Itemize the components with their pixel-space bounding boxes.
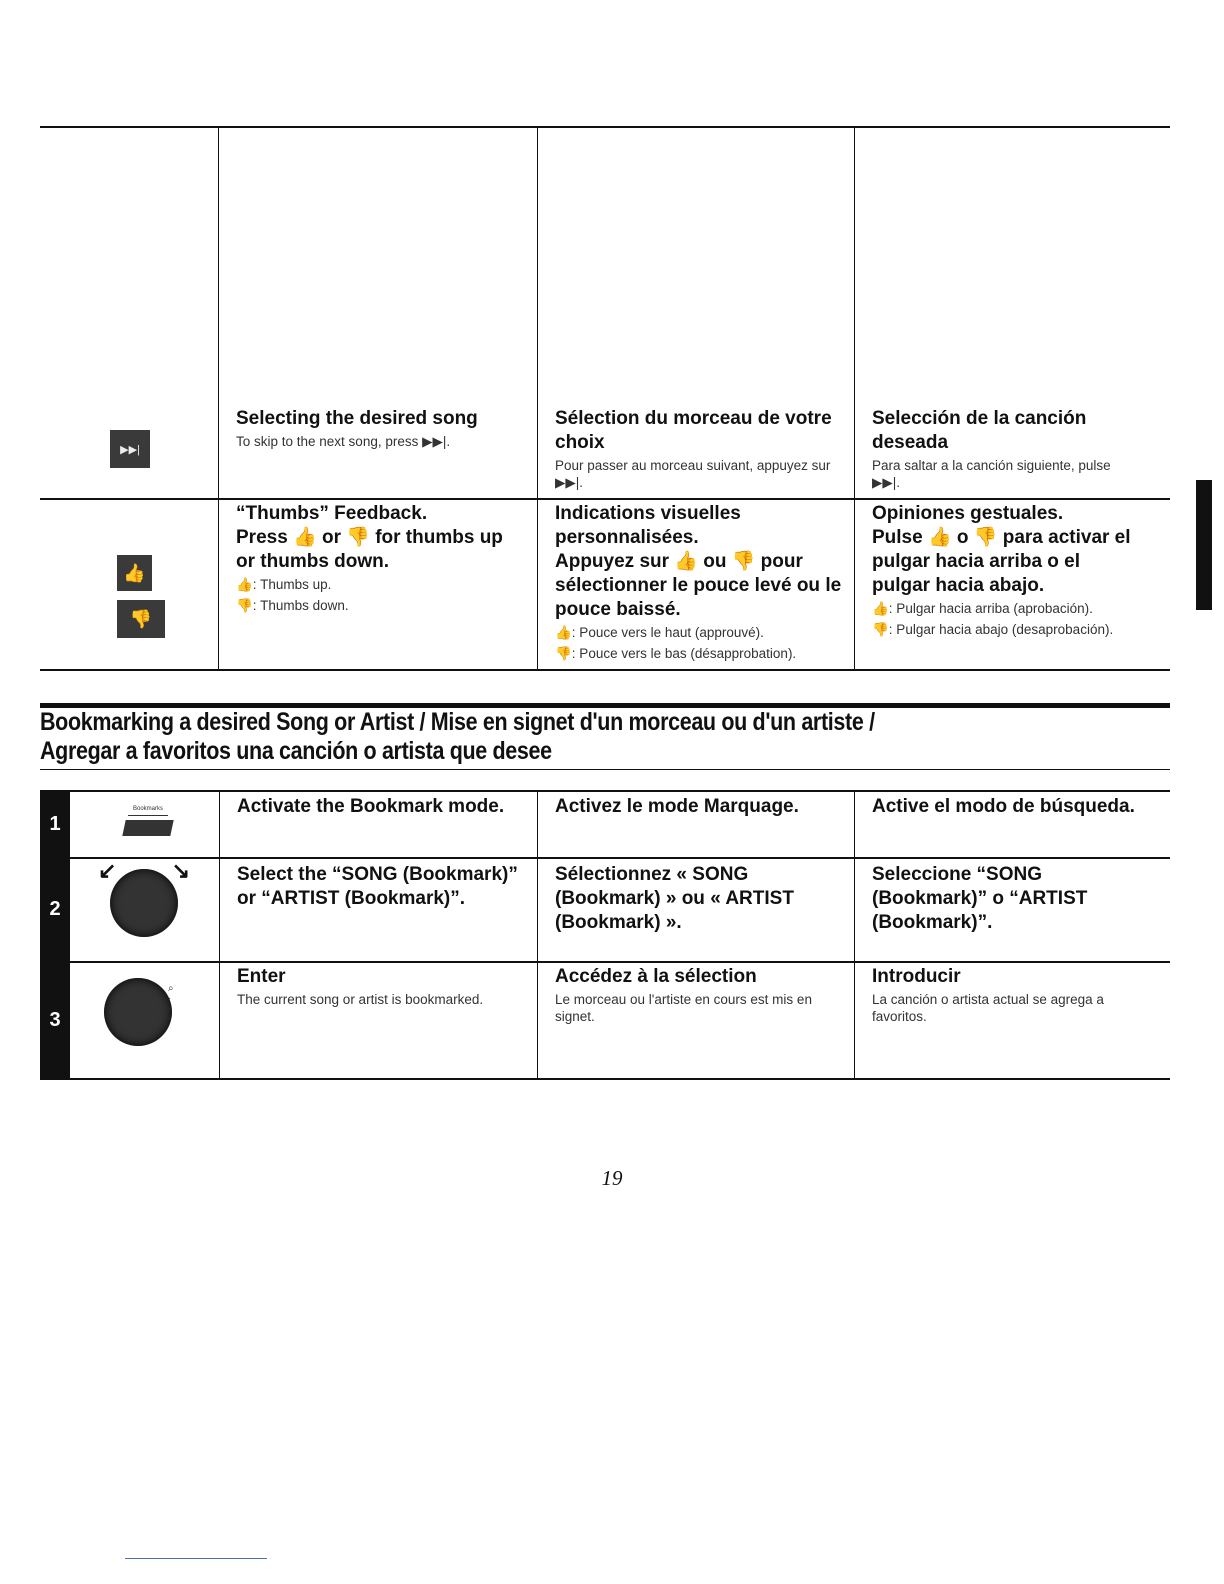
steps-table-col-divider-3 (854, 791, 855, 1079)
step-number-1: 1 (40, 791, 70, 857)
step3-es-desc: La canción o artista actual se agrega a favoritos. (872, 992, 1104, 1024)
row2-fr-down: 👎: Pouce vers le bas (désapprobation). (555, 646, 797, 661)
row2-fr-cell (537, 502, 854, 664)
row1-en-cell (218, 407, 537, 450)
step2-en-title: Select the “SONG (Bookmark)” or “ARTIST (Bookmark)”. (237, 864, 518, 909)
top-table-top-rule (40, 126, 1170, 128)
row2-en-down: 👎: Thumbs down. (236, 598, 349, 613)
step3-en-title: Enter (237, 966, 286, 987)
section-heading-line1: Bookmarking a desired Song or Artist / Mise en signet d'un morceau ou d'un artiste / (40, 708, 875, 736)
steps-table-divider-1 (40, 857, 1170, 859)
row2-es-down: 👎: Pulgar hacia abajo (desaprobación). (872, 622, 1114, 637)
row2-es-up: 👍: Pulgar hacia arriba (aprobación). (872, 601, 1093, 616)
steps-table-bottom-rule (40, 1078, 1170, 1080)
step1-en-cell (219, 795, 537, 819)
section-heading (40, 708, 1020, 766)
step3-en-cell (219, 965, 537, 1008)
footer-link-rule (125, 1558, 267, 1559)
row1-es-cell (854, 407, 1154, 491)
step1-fr-title: Activez le mode Marquage. (555, 796, 799, 817)
row1-en-desc: To skip to the next song, press ▶▶|. (236, 434, 451, 449)
row1-es-title: Selección de la canción deseada (872, 408, 1087, 453)
step1-es-title: Active el modo de búsqueda. (872, 796, 1135, 817)
step3-fr-cell (537, 965, 854, 1025)
step1-fr-cell (537, 795, 854, 819)
steps-table-top-rule (40, 790, 1170, 792)
row2-en-title: “Thumbs” Feedback. (236, 503, 428, 524)
row1-fr-title: Sélection du morceau de votre choix (555, 408, 832, 453)
step3-en-desc: The current song or artist is bookmarked. (237, 992, 484, 1007)
skip-next-button-icon: ▶▶| (110, 430, 150, 468)
step-number-2: 2 (40, 858, 70, 961)
turn-arrows-icon: ↙ ↘ (98, 858, 190, 883)
step2-fr-title: Sélectionnez « SONG (Bookmark) » ou « ARTIST (Bookmark) ». (555, 864, 794, 933)
bookmark-button-icon (120, 806, 176, 846)
heading-bottom-rule (40, 769, 1170, 770)
section-heading-line2: Agregar a favoritos una canción o artista que desee (40, 737, 552, 765)
step3-es-title: Introducir (872, 966, 961, 987)
step1-en-title: Activate the Bookmark mode. (237, 796, 505, 817)
row2-es-title: Opiniones gestuales. (872, 503, 1064, 524)
row1-fr-desc: Pour passer au morceau suivant, appuyez sur ▶▶|. (555, 458, 831, 490)
step2-es-cell (854, 863, 1154, 935)
page-number: 19 (601, 1166, 623, 1190)
rotary-knob-press-icon (104, 978, 172, 1046)
row2-fr-up: 👍: Pouce vers le haut (approuvé). (555, 625, 764, 640)
top-table-bottom-rule (40, 669, 1170, 671)
step3-es-cell (854, 965, 1154, 1025)
row1-fr-cell (537, 407, 854, 491)
step2-es-title: Seleccione “SONG (Bookmark)” o “ARTIST (Bookmark)”. (872, 864, 1088, 933)
row2-es-bold: Pulse 👍 o 👎 para activar el pulgar hacia arriba o el pulgar hacia abajo. (872, 527, 1131, 596)
step2-fr-cell (537, 863, 854, 935)
top-table-row-divider (40, 498, 1170, 500)
row2-fr-title: Indications visuelles personnalisées. (555, 503, 741, 548)
thumbs-up-button-icon: 👍 (117, 555, 152, 591)
step-number-3: 3 (40, 962, 70, 1078)
row2-en-bold: Press 👍 or 👎 for thumbs up or thumbs down. (236, 527, 503, 572)
step2-en-cell (219, 863, 537, 911)
step3-fr-desc: Le morceau ou l'artiste en cours est mis en signet. (555, 992, 812, 1024)
step3-fr-title: Accédez à la sélection (555, 966, 757, 987)
steps-table-col-divider-1 (219, 791, 220, 1079)
row1-es-desc: Para saltar a la canción siguiente, pulse ▶▶|. (872, 458, 1111, 490)
row2-en-cell (218, 502, 537, 616)
row2-fr-bold: Appuyez sur 👍 ou 👎 pour sélectionner le pouce levé ou le pouce baissé. (555, 551, 842, 620)
bookmark-icon-label: Bookmarks (132, 806, 163, 812)
row2-en-up: 👍: Thumbs up. (236, 577, 332, 592)
page-edge-tab (1196, 480, 1212, 610)
row1-en-title: Selecting the desired song (236, 408, 478, 429)
press-indicator-icon: ⌕ · · · (168, 983, 174, 1024)
row2-es-cell (854, 502, 1154, 640)
steps-table-divider-2 (40, 961, 1170, 963)
steps-table-col-divider-2 (537, 791, 538, 1079)
step1-es-cell (854, 795, 1154, 819)
thumbs-down-button-icon: 👎 (117, 600, 165, 638)
